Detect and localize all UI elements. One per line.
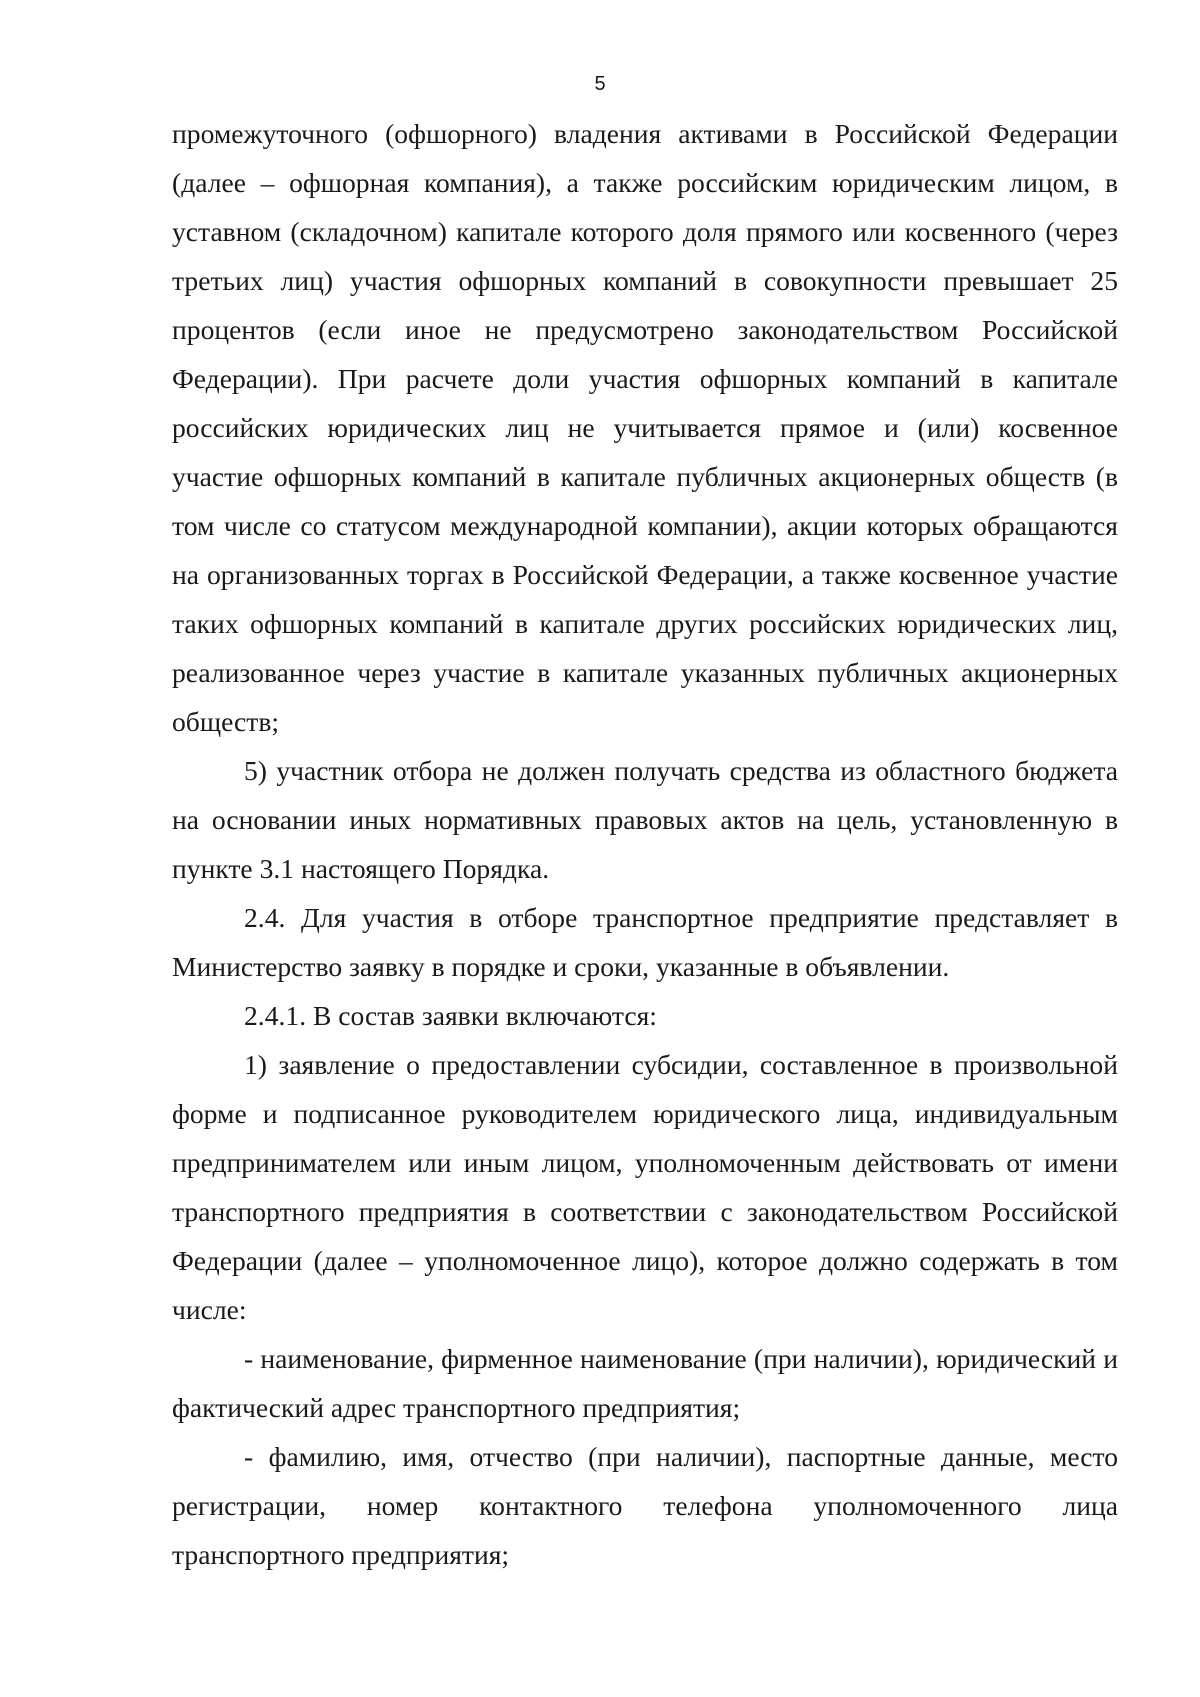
paragraph-2-4-1: 2.4.1. В состав заявки включаются:: [244, 1000, 657, 1031]
paragraph-item-1-application: 1) заявление о предоставлении субсидии, составленное в произвольной форме и подписанное руководителем юридического лица, индивидуальным предпринимателем или иным лицом, уполномоченным действовать от имени транспортного предприятия в соответствии с законодательством Российской Федерации (далее – уполномоченное лицо), которое должно содержать в том числе:: [172, 1049, 1118, 1325]
paragraph-bullet-name-address: - наименование, фирменное наименование (при наличии), юридический и фактический адрес транспортного предприятия;: [172, 1343, 1118, 1423]
paragraph-bullet-authorized-person: - фамилию, имя, отчество (при наличии), паспортные данные, место регистрации, номер контактного телефона уполномоченного лица транспортного предприятия;: [172, 1441, 1118, 1570]
paragraph-2-4: 2.4. Для участия в отборе транспортное предприятие представляет в Министерство заявку в порядке и сроки, указанные в объявлении.: [172, 902, 1118, 982]
paragraph-item-5: 5) участник отбора не должен получать средства из областного бюджета на основании иных нормативных правовых актов на цель, установленную в пункте 3.1 настоящего Порядка.: [172, 755, 1118, 884]
paragraph-offshore-continuation: промежуточного (офшорного) владения активами в Российской Федерации (далее – офшорная компания), а также российским юридическим лицом, в уставном (складочном) капитале которого доля прямого или косвенного (через третьих лиц) участия офшорных компаний в совокупности превышает 25 процентов (если иное не предусмотрено законодательством Российской Федерации). При расчете доли участия офшорных компаний в капитале российских юридических лиц не учитывается прямое и (или) косвенное участие офшорных компаний в капитале публичных акционерных обществ (в том числе со статусом международной компании), акции которых обращаются на организованных торгах в Российской Федерации, а также косвенное участие таких офшорных компаний в капитале других российских юридических лиц, реализованное через участие в капитале указанных публичных акционерных обществ;: [172, 118, 1118, 737]
document-body: [172, 109, 1118, 1579]
page-number: 5: [594, 73, 606, 95]
